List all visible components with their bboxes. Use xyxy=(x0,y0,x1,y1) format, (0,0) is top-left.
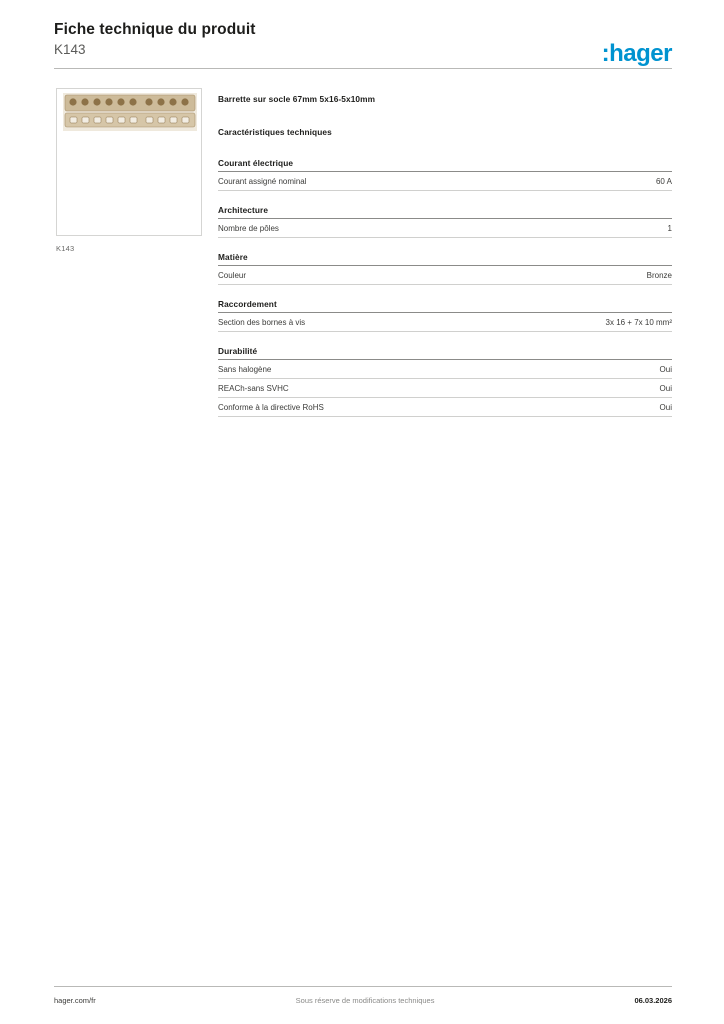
spec-row-label: Couleur xyxy=(218,271,247,280)
document-footer xyxy=(54,996,672,1005)
footer-website-link[interactable]: hager.com/fr xyxy=(54,996,96,1005)
hager-logo: :hager xyxy=(601,40,672,67)
header-divider xyxy=(54,68,672,69)
spec-row-value: Oui xyxy=(659,365,672,374)
spec-row-value: 3x 16 + 7x 10 mm² xyxy=(605,318,672,327)
spec-group-title: Durabilité xyxy=(218,346,672,360)
spec-row xyxy=(218,219,672,238)
spacer xyxy=(218,238,672,252)
spec-row xyxy=(218,398,672,417)
spec-row-value: 1 xyxy=(667,224,672,233)
spec-group xyxy=(218,299,672,332)
spec-row-label: Sans halogène xyxy=(218,365,272,374)
spec-row-value: Oui xyxy=(659,403,672,412)
spacer xyxy=(218,332,672,346)
spacer xyxy=(218,285,672,299)
page-title: Fiche technique du produit xyxy=(54,21,256,38)
spec-row-label: Conforme à la directive RoHS xyxy=(218,403,324,412)
product-photo xyxy=(63,93,197,131)
footer-disclaimer: Sous réserve de modifications techniques xyxy=(295,996,435,1005)
spec-row-label: REACh-sans SVHC xyxy=(218,384,289,393)
spec-row-label: Section des bornes à vis xyxy=(218,318,306,327)
spec-group xyxy=(218,205,672,238)
spec-row xyxy=(218,313,672,332)
figure-caption: K143 xyxy=(56,244,75,253)
product-reference: K143 xyxy=(54,42,86,57)
spec-group-title: Architecture xyxy=(218,205,672,219)
product-image xyxy=(56,88,202,236)
spec-row-label: Nombre de pôles xyxy=(218,224,279,233)
spec-group xyxy=(218,346,672,417)
spec-group xyxy=(218,158,672,191)
spec-row xyxy=(218,266,672,285)
spec-row xyxy=(218,172,672,191)
spec-row xyxy=(218,379,672,398)
spec-row-label: Courant assigné nominal xyxy=(218,177,307,186)
product-designation: Barrette sur socle 67mm 5x16-5x10mm xyxy=(218,94,376,104)
spec-row-value: 60 A xyxy=(655,177,672,186)
busbar-illustration xyxy=(63,93,197,131)
document-header xyxy=(54,20,672,66)
footer-date: 06.03.2026 xyxy=(634,996,672,1005)
technical-characteristics-heading: Caractéristiques techniques xyxy=(218,127,332,137)
spec-group xyxy=(218,252,672,285)
spec-row-value: Bronze xyxy=(646,271,672,280)
spec-group-title: Courant électrique xyxy=(218,158,672,172)
spec-row xyxy=(218,360,672,379)
spec-row-value: Oui xyxy=(659,384,672,393)
footer-divider xyxy=(54,986,672,987)
spec-group-title: Raccordement xyxy=(218,299,672,313)
specification-panel xyxy=(218,94,672,417)
spacer xyxy=(218,191,672,205)
spec-group-title: Matière xyxy=(218,252,672,266)
